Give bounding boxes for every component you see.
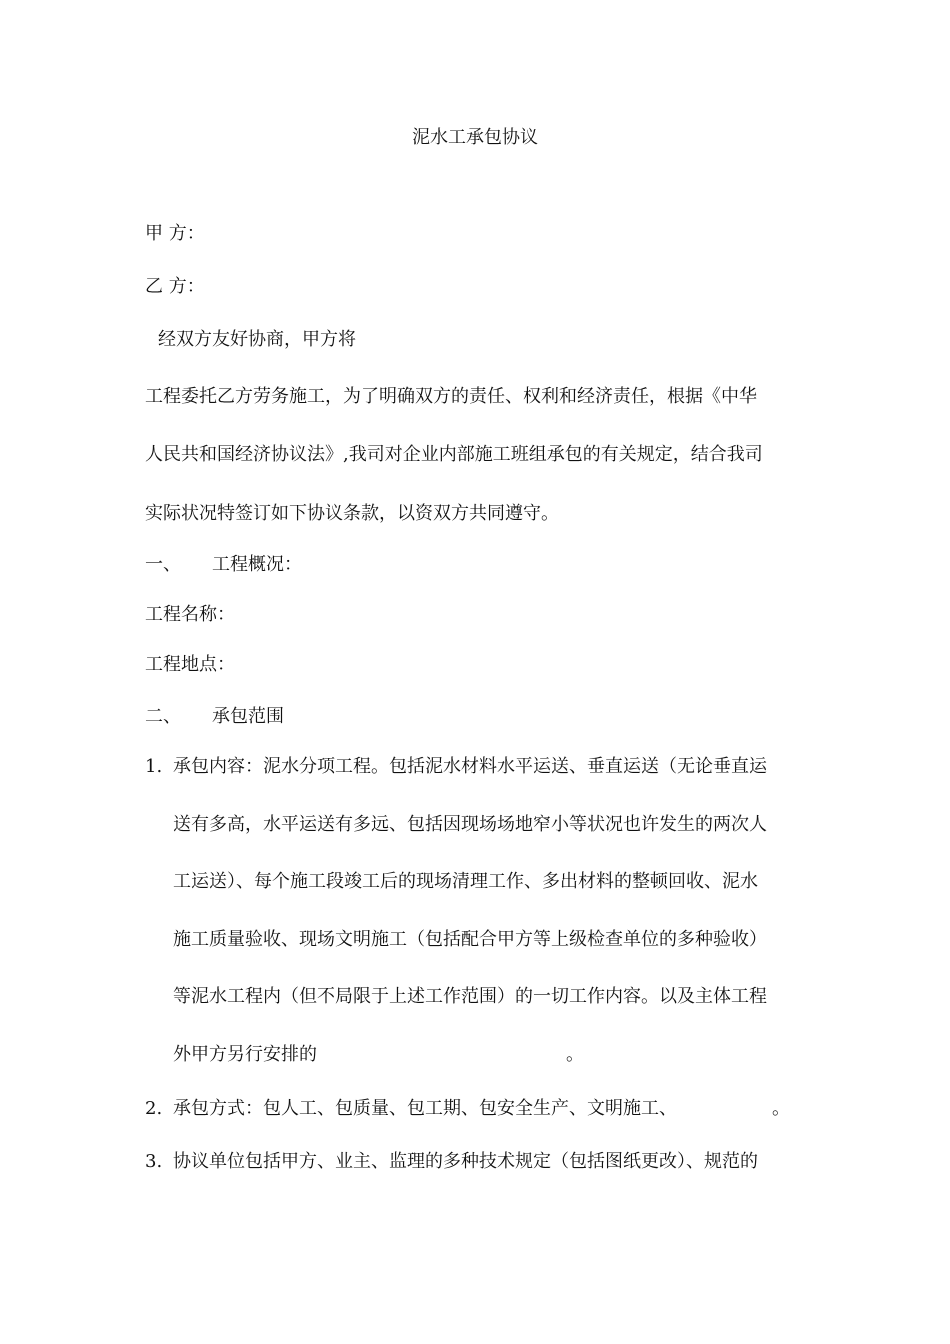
list-item-line: 外甲方另行安排的 xyxy=(173,1044,317,1065)
project-location-label: 工程地点： xyxy=(145,654,235,675)
list-item-line: 工运送）、每个施工段竣工后的现场清理工作、多出材料的整顿回收、泥水 xyxy=(173,871,758,892)
list-item-line: 承包方式：包人工、包质量、包工期、包安全生产、文明施工、 xyxy=(173,1098,677,1119)
section-2-number: 二、 xyxy=(145,706,181,727)
document-title: 泥水工承包协议 xyxy=(412,127,538,148)
list-item-number: 3. xyxy=(145,1151,163,1172)
list-item-line: 施工质量验收、现场文明施工（包括配合甲方等上级检查单位的多种验收） xyxy=(173,929,767,950)
intro-line: 实际状况特签订如下协议条款，以资双方共同遵守。 xyxy=(145,503,559,524)
section-2-title: 承包范围 xyxy=(212,706,284,727)
list-item-line: 送有多高，水平运送有多远、包括因现场场地窄小等状况也许发生的两次人 xyxy=(173,814,767,835)
list-item-line: 协议单位包括甲方、业主、监理的多种技术规定（包括图纸更改）、规范的 xyxy=(173,1151,758,1172)
list-item-end-mark: 。 xyxy=(772,1098,790,1119)
section-1-title: 工程概况： xyxy=(212,554,302,575)
intro-line: 人民共和国经济协议法》,我司对企业内部施工班组承包的有关规定，结合我司 xyxy=(145,444,763,465)
project-name-label: 工程名称： xyxy=(145,604,235,625)
list-item-number: 1. xyxy=(145,756,163,777)
list-item-line: 等泥水工程内（但不局限于上述工作范围）的一切工作内容。以及主体工程 xyxy=(173,986,767,1007)
list-item-end-mark: 。 xyxy=(566,1044,584,1065)
party-a-label: 甲 方： xyxy=(145,223,205,244)
intro-lead: 经双方友好协商，甲方将 xyxy=(158,329,356,350)
intro-line: 工程委托乙方劳务施工，为了明确双方的责任、权利和经济责任，根据《中华 xyxy=(145,386,757,407)
list-item-line: 承包内容：泥水分项工程。包括泥水材料水平运送、垂直运送（无论垂直运 xyxy=(173,756,767,777)
list-item-number: 2. xyxy=(145,1098,163,1119)
section-1-number: 一、 xyxy=(145,554,181,575)
party-b-label: 乙 方： xyxy=(145,276,205,297)
